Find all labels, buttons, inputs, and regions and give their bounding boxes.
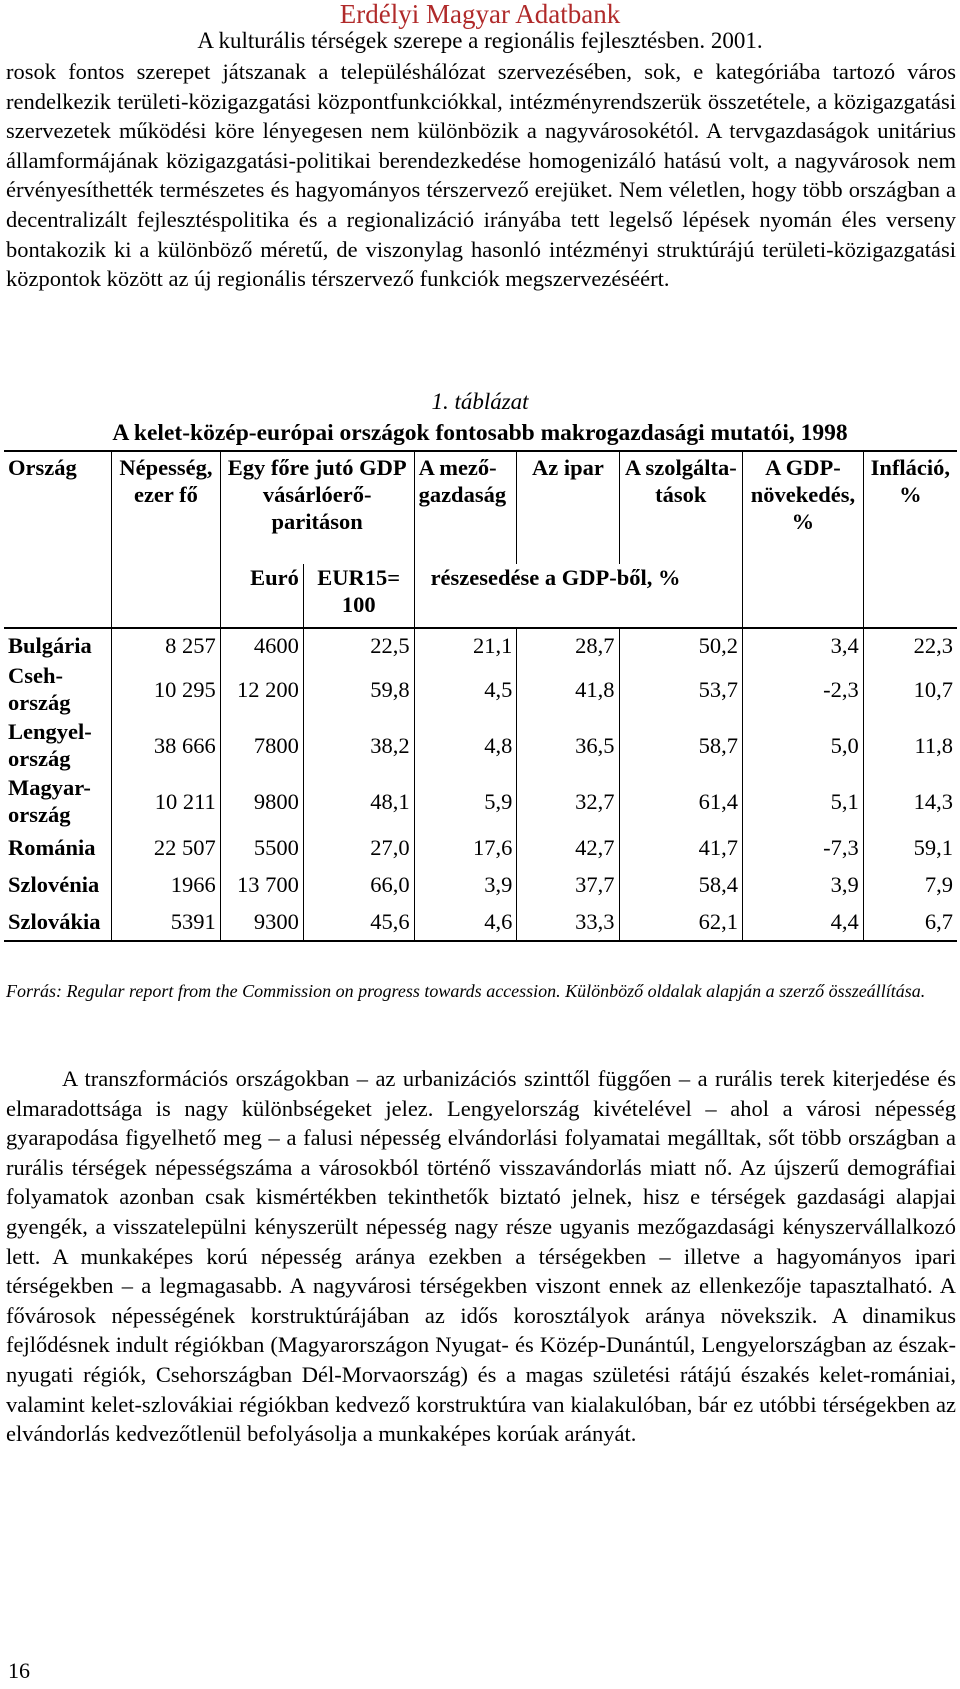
paragraph-1: [6, 57, 956, 294]
cell-agri: 3,9: [414, 865, 517, 903]
cell-inflation: 7,9: [924, 871, 953, 897]
header-gdp-growth: A GDP-növekedés, %: [743, 451, 864, 628]
cell-services: 53,7: [619, 661, 743, 717]
cell-population: 1966: [112, 865, 221, 903]
header-services: A szolgálta-tások: [619, 451, 743, 564]
cell-inflation: 11,8: [914, 732, 953, 758]
cell-euro: 7800: [220, 717, 303, 773]
cell-population: 5391: [112, 903, 221, 941]
header-euro: Euró: [220, 564, 303, 628]
cell-inflation: 22,3: [863, 628, 957, 661]
cell-eur15: 48,1: [303, 773, 414, 829]
cell-euro: 9800: [220, 773, 303, 829]
cell-population: 38 666: [112, 717, 221, 773]
cell-industry: 33,3: [517, 903, 619, 941]
cell-inflation: 6,7: [863, 903, 957, 941]
cell-growth: -7,3: [743, 829, 864, 865]
cell-growth: -2,3: [743, 661, 864, 717]
cell-agri: 4,6: [414, 903, 517, 941]
cell-industry: 32,7: [517, 773, 619, 829]
cell-euro: 13 700: [220, 865, 303, 903]
cell-industry: 42,7: [517, 829, 619, 865]
table-row: [4, 773, 957, 829]
table-title: A kelet-közép-európai országok fontosabb makrogazdasági mutatói, 1998: [112, 420, 848, 446]
header-eur15: EUR15= 100: [303, 564, 414, 628]
cell-industry: 36,5: [517, 717, 619, 773]
table-row: [4, 661, 957, 717]
cell-agri: 4,5: [414, 661, 517, 717]
cell-population: 22 507: [112, 829, 221, 865]
cell-euro: 12 200: [220, 661, 303, 717]
country-cell: Lengyel-ország: [4, 717, 112, 773]
cell-agri: 4,8: [414, 717, 517, 773]
country-cell: Szlovénia: [4, 865, 112, 903]
cell-growth: 5,0: [743, 717, 864, 773]
cell-population: 8 257: [112, 628, 221, 661]
paragraph-1-text: rosok fontos szerepet játszanak a településhálózat szervezésében, sok, e kategóriába tartozó város rendelkezik területi-közigazgatási központfunkciókkal, intézményrendszerük összetétele, a közigazgatási szervezetek működési köre lényegesen nem különbözik a nagyvárosokétól. A tervgazdaságok unitárius államformájának közigazgatási-politikai berendezkedése homogenizáló hatású volt, a nagyvárosok nem érvényesíthették természetes és hagyományos térszervező erejüket. Nem véletlen, hogy több országban a decentralizált fejlesztéspolitika és a regionalizáció irányába tett legelső lépések nyomán éles verseny bontakozik ki a különböző méretű, de viszonylag hasonló intézményi struktúrájú területi-közigazgatási központok között az új regionális térszervező funkciók megszervezéséért.: [6, 59, 956, 292]
cell-euro: 9300: [220, 903, 303, 941]
table-row: [4, 903, 957, 941]
cell-services: 41,7: [619, 829, 743, 865]
header-agriculture: A mező-gazdaság: [414, 451, 517, 564]
cell-eur15: 45,6: [303, 903, 414, 941]
cell-agri: 17,6: [414, 829, 517, 865]
header-country: Ország: [4, 451, 112, 628]
cell-services: 61,4: [619, 773, 743, 829]
cell-agri: 21,1: [414, 628, 517, 661]
header-gdp-per-capita: Egy főre jutó GDP vásárlóerő-paritáson: [220, 451, 414, 564]
country-cell: Románia: [4, 829, 112, 865]
page-header: [0, 0, 960, 54]
cell-population: 10 211: [112, 773, 221, 829]
header-share: részesedése a GDP-ből, %: [414, 564, 742, 628]
table-row: [4, 628, 957, 661]
header-population: Népesség, ezer fő: [112, 451, 221, 628]
table-label: 1. táblázat: [431, 389, 529, 414]
cell-euro: 5500: [220, 829, 303, 865]
cell-services: 50,2: [619, 628, 743, 661]
cell-eur15: 22,5: [303, 628, 414, 661]
macroeconomic-table: [4, 450, 957, 942]
table-row: [4, 829, 957, 865]
cell-eur15: 59,8: [303, 661, 414, 717]
table-source: Forrás: Regular report from the Commission on progress towards accession. Különböző oldalak alapján a szerző összeállítása.: [6, 981, 926, 1001]
cell-growth: 3,9: [743, 865, 864, 903]
cell-growth: 3,4: [743, 628, 864, 661]
cell-growth: 4,4: [743, 903, 864, 941]
cell-growth: 5,1: [743, 773, 864, 829]
cell-industry: 41,8: [517, 661, 619, 717]
cell-eur15: 38,2: [303, 717, 414, 773]
document-subtitle: A kulturális térségek szerepe a regionális fejlesztésben. 2001.: [197, 28, 763, 53]
table-row: [4, 865, 957, 903]
cell-eur15: 66,0: [303, 865, 414, 903]
cell-inflation: 14,3: [913, 788, 953, 814]
cell-agri: 5,9: [414, 773, 517, 829]
paragraph-2: [6, 1064, 956, 1449]
cell-eur15: 27,0: [303, 829, 414, 865]
header-industry: Az ipar: [517, 451, 619, 564]
cell-inflation: 10,7: [913, 676, 953, 702]
country-cell: Szlovákia: [4, 903, 112, 941]
page-number: 16: [8, 1658, 30, 1683]
cell-services: 58,4: [619, 865, 743, 903]
cell-population: 10 295: [112, 661, 221, 717]
cell-services: 62,1: [619, 903, 743, 941]
table-row: [4, 717, 957, 773]
cell-industry: 28,7: [517, 628, 619, 661]
paragraph-2-text: A transzformációs országokban – az urbanizációs szinttől függően – a rurális terek kiterjedése és elmaradottsága is nagy különbségeket jelez. Lengyelország kivételével – ahol a városi népesség gyarapodása figyelhető meg – a falusi népesség elvándorlási folyamatai megálltak, sőt több országban a rurális térségek népességszáma a városokból történő visszavándorlás miatt nő. Az újszerű demográfiai folyamatok azonban csak kismértékben tekinthetők biztató jelnek, hisz e térségek gazdasági alapjai gyengék, a visszatelepülni kényszerült népesség nagy része ugyanis mezőgazdasági kényszervállalkozó lett. A munkaképes korú népesség aránya ezekben a térségekben – illetve a hagyományos ipari térségekben – a legmagasabb. A nagyvárosi térségekben viszont ennek az ellenkezője tapasztalható. A fővárosok népességének korstruktúrájában az idős korosztályok aránya növekszik. A dinamikus fejlődésnek indult régiókban (Magyarországon Nyugat- és Közép-Dunántúl, Lengyelországban az észak-nyugati régiók, Csehországban Dél-Morvaország) és a magas születési rátájú északés kelet-romániai, valamint kelet-szlovákiai régiókban kedvező korstruktúra van kialakulóban, bár ez utóbbi térségekben az elvándorlás kedvezőtlenül befolyásolja a munkaképes korúak arányát.: [6, 1066, 956, 1447]
site-title: Erdélyi Magyar Adatbank: [339, 0, 621, 29]
country-cell: Bulgária: [4, 628, 112, 661]
cell-industry: 37,7: [517, 865, 619, 903]
country-cell: Cseh-ország: [4, 661, 112, 717]
header-inflation: Infláció, %: [863, 451, 957, 628]
cell-services: 58,7: [619, 717, 743, 773]
country-cell: Magyar-ország: [4, 773, 112, 829]
cell-inflation: 59,1: [913, 834, 953, 860]
cell-euro: 4600: [220, 628, 303, 661]
